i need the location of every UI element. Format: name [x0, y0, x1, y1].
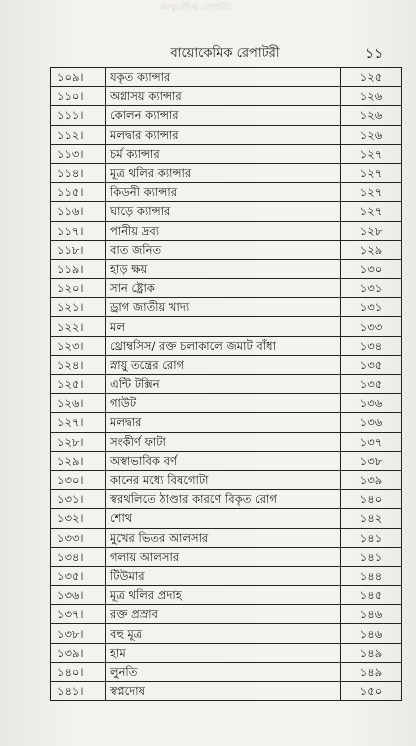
entry-number: ১৩৮।	[51, 624, 106, 643]
entry-number: ১১৪।	[51, 163, 106, 182]
entry-title: মলদ্বার	[106, 413, 341, 432]
entry-number: ১৩৪।	[51, 547, 106, 566]
table-row	[51, 163, 402, 182]
entry-title: স্বরথলিতে ঠাণ্ডার কারণে বিকৃত রোগ	[106, 490, 341, 509]
entry-number: ১১৬।	[51, 202, 106, 221]
entry-number: ১০৯।	[51, 68, 106, 87]
entry-number: ১২৫।	[51, 375, 106, 394]
entry-page-number: ১৩৫	[341, 355, 402, 374]
entry-page-number: ১৪২	[341, 509, 402, 528]
entry-page-number: ১২৭	[341, 202, 402, 221]
table-row	[51, 68, 402, 87]
entry-page-number: ১৪৫	[341, 586, 402, 605]
entry-number: ১২৩।	[51, 336, 106, 355]
entry-title: চর্ম ক্যান্সার	[106, 144, 341, 163]
entry-page-number: ১২৭	[341, 183, 402, 202]
entry-title: গলায় আলসার	[106, 547, 341, 566]
contents-table	[50, 67, 402, 701]
table-row	[51, 279, 402, 298]
entry-title: টিউমার	[106, 566, 341, 585]
table-row	[51, 490, 402, 509]
table-row	[51, 547, 402, 566]
entry-title: থ্রোম্বসিস/ রক্ত চলাকালে জমাট বাঁধা	[106, 336, 341, 355]
table-row	[51, 394, 402, 413]
entry-title: গাউট	[106, 394, 341, 413]
entry-title: হাম	[106, 643, 341, 662]
entry-number: ১১৩।	[51, 144, 106, 163]
entry-number: ১২০।	[51, 279, 106, 298]
entry-title: বহু মূত্র	[106, 624, 341, 643]
table-row	[51, 106, 402, 125]
table-row	[51, 202, 402, 221]
table-row	[51, 298, 402, 317]
entry-number: ১৩৯।	[51, 643, 106, 662]
table-row	[51, 682, 402, 701]
contents-table-body	[51, 68, 402, 701]
entry-title: মূত্র থলির প্রদাহ	[106, 586, 341, 605]
table-row	[51, 240, 402, 259]
entry-page-number: ১২৭	[341, 144, 402, 163]
entry-number: ১১৯।	[51, 259, 106, 278]
page-number: ১১	[365, 46, 384, 62]
entry-page-number: ১৪৬	[341, 605, 402, 624]
entry-number: ১২৬।	[51, 394, 106, 413]
entry-number: ১১৮।	[51, 240, 106, 259]
entry-title: যকৃত ক্যান্সার	[106, 68, 341, 87]
entry-page-number: ১৩৩	[341, 317, 402, 336]
entry-page-number: ১২৮	[341, 221, 402, 240]
entry-page-number: ১৩১	[341, 298, 402, 317]
entry-title: অগ্নাসয় ক্যান্সার	[106, 87, 341, 106]
entry-page-number: ১৩১	[341, 279, 402, 298]
entry-page-number: ১৪০	[341, 490, 402, 509]
entry-page-number: ১৪৬	[341, 624, 402, 643]
entry-number: ১১৫।	[51, 183, 106, 202]
entry-page-number: ১৩৬	[341, 413, 402, 432]
entry-title: এন্টি টক্সিন	[106, 375, 341, 394]
table-row	[51, 528, 402, 547]
entry-number: ১৩৩।	[51, 528, 106, 547]
table-row	[51, 125, 402, 144]
entry-number: ১১২।	[51, 125, 106, 144]
entry-page-number: ১৪১	[341, 528, 402, 547]
entry-page-number: ১৫০	[341, 682, 402, 701]
entry-page-number: ১৪৯	[341, 662, 402, 681]
table-row	[51, 662, 402, 681]
entry-title: কিডনী ক্যান্সার	[106, 183, 341, 202]
entry-page-number: ১২৯	[341, 240, 402, 259]
entry-title: হাড় ক্ষয়	[106, 259, 341, 278]
entry-title: স্নায়ু তন্ত্রের রোগ	[106, 355, 341, 374]
table-row	[51, 221, 402, 240]
entry-title: লুনতি	[106, 662, 341, 681]
entry-page-number: ১৪১	[341, 547, 402, 566]
entry-number: ১২৭।	[51, 413, 106, 432]
entry-title: বাত জনিত	[106, 240, 341, 259]
entry-page-number: ১৩৭	[341, 432, 402, 451]
table-row	[51, 259, 402, 278]
table-row	[51, 586, 402, 605]
page-header	[0, 44, 416, 64]
bleed-through-text: আয়ুর্বেদিক রেপার্টরি	[160, 3, 231, 13]
entry-number: ১৪০।	[51, 662, 106, 681]
entry-title: কোলন ক্যান্সার	[106, 106, 341, 125]
entry-page-number: ১৩৮	[341, 451, 402, 470]
entry-number: ১৪১।	[51, 682, 106, 701]
table-row	[51, 451, 402, 470]
table-row	[51, 317, 402, 336]
entry-title: ঘাড়ে ক্যান্সার	[106, 202, 341, 221]
entry-title: সংকীর্ণ ফাটা	[106, 432, 341, 451]
entry-page-number: ১৩৬	[341, 394, 402, 413]
table-row	[51, 144, 402, 163]
entry-number: ১১১।	[51, 106, 106, 125]
entry-number: ১১৭।	[51, 221, 106, 240]
entry-number: ১৩৭।	[51, 605, 106, 624]
entry-title: শোথ	[106, 509, 341, 528]
entry-title: মলদ্বার ক্যান্সার	[106, 125, 341, 144]
entry-page-number: ১২৬	[341, 106, 402, 125]
entry-number: ১২১।	[51, 298, 106, 317]
entry-page-number: ১২৬	[341, 87, 402, 106]
entry-page-number: ১৩৯	[341, 470, 402, 489]
entry-title: রক্ত প্রস্রাব	[106, 605, 341, 624]
table-row	[51, 183, 402, 202]
entry-number: ১১০।	[51, 87, 106, 106]
entry-number: ১৩৬।	[51, 586, 106, 605]
entry-title: কানের মধ্যে বিষগোটা	[106, 470, 341, 489]
entry-title: মল	[106, 317, 341, 336]
entry-page-number: ১২৭	[341, 163, 402, 182]
table-row	[51, 87, 402, 106]
entry-title: অস্বাভাবিক বর্ণ	[106, 451, 341, 470]
table-row	[51, 605, 402, 624]
table-row	[51, 432, 402, 451]
entry-number: ১২৯।	[51, 451, 106, 470]
entry-number: ১২৪।	[51, 355, 106, 374]
entry-page-number: ১৪৯	[341, 643, 402, 662]
entry-number: ১৩২।	[51, 509, 106, 528]
entry-page-number: ১৪৪	[341, 566, 402, 585]
entry-number: ১৩১।	[51, 490, 106, 509]
entry-number: ১২৮।	[51, 432, 106, 451]
page-title: বায়োকেমিক রেপাটরী	[170, 46, 280, 61]
entry-title: ড্রাগ জাতীয় খাদ্য	[106, 298, 341, 317]
entry-title: পানীয় দ্রব্য	[106, 221, 341, 240]
table-row	[51, 413, 402, 432]
entry-title: মুখের ভিতর আলসার	[106, 528, 341, 547]
entry-number: ১২২।	[51, 317, 106, 336]
entry-number: ১৩৫।	[51, 566, 106, 585]
entry-title: সান ষ্ট্রোক	[106, 279, 341, 298]
table-row	[51, 336, 402, 355]
table-row	[51, 355, 402, 374]
table-row	[51, 566, 402, 585]
entry-number: ১৩০।	[51, 470, 106, 489]
table-row	[51, 470, 402, 489]
entry-page-number: ১২৬	[341, 125, 402, 144]
entry-page-number: ১৩৪	[341, 336, 402, 355]
entry-page-number: ১৩০	[341, 259, 402, 278]
table-row	[51, 509, 402, 528]
table-row	[51, 643, 402, 662]
entry-page-number: ১২৫	[341, 68, 402, 87]
entry-page-number: ১৩৫	[341, 375, 402, 394]
entry-title: মূত্র থলির ক্যান্সার	[106, 163, 341, 182]
table-row	[51, 375, 402, 394]
entry-title: স্বপ্নদোষ	[106, 682, 341, 701]
table-row	[51, 624, 402, 643]
